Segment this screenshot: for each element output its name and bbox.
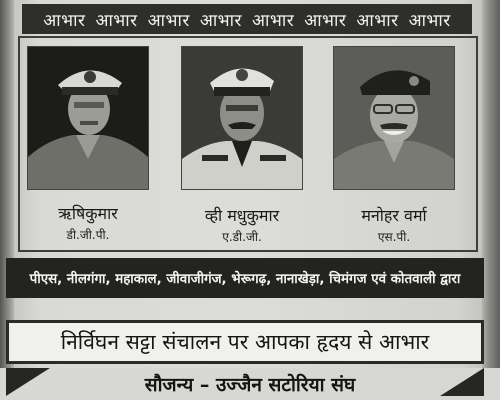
banner-word: आभार [304, 10, 347, 31]
banner-word: आभार [95, 10, 138, 31]
decorative-wedge-right [440, 368, 484, 396]
officer-photo-1 [28, 47, 148, 189]
banner-word: आभार [356, 10, 399, 31]
page-edge-right [482, 0, 500, 400]
police-stations-strip: पीएस, नीलगंगा, महाकाल, जीवाजीगंज, भेरूगढ़, नानाखेड़ा, चिमंगज एवं कोतवाली द्वारा [6, 258, 484, 298]
officer-photo-2 [182, 47, 302, 189]
officer-rank-1: डी.जी.पी. [66, 228, 110, 242]
thanks-message: निर्विघन सट्टा संचालन पर आपका हृदय से आभार [6, 320, 484, 364]
officer-rank-2: ए.डी.जी. [222, 230, 262, 244]
thanks-banner [22, 4, 472, 34]
officer-name-2: व्ही मधुकुमार [204, 206, 280, 225]
officer-photo-3 [334, 47, 454, 189]
banner-word: आभार [408, 10, 451, 31]
decorative-wedge-left [6, 368, 50, 396]
banner-word: आभार [43, 10, 86, 31]
courtesy-line: सौजन्य – उज्जैन सटोरिया संघ [144, 374, 356, 396]
banner-word: आभार [199, 10, 242, 31]
banner-word: आभार [252, 10, 295, 31]
officer-name-3: मनोहर वर्मा [361, 206, 427, 225]
banner-word: आभार [147, 10, 190, 31]
officer-name-1: ऋषिकुमार [58, 204, 118, 223]
officer-rank-3: एस.पी. [377, 230, 411, 244]
